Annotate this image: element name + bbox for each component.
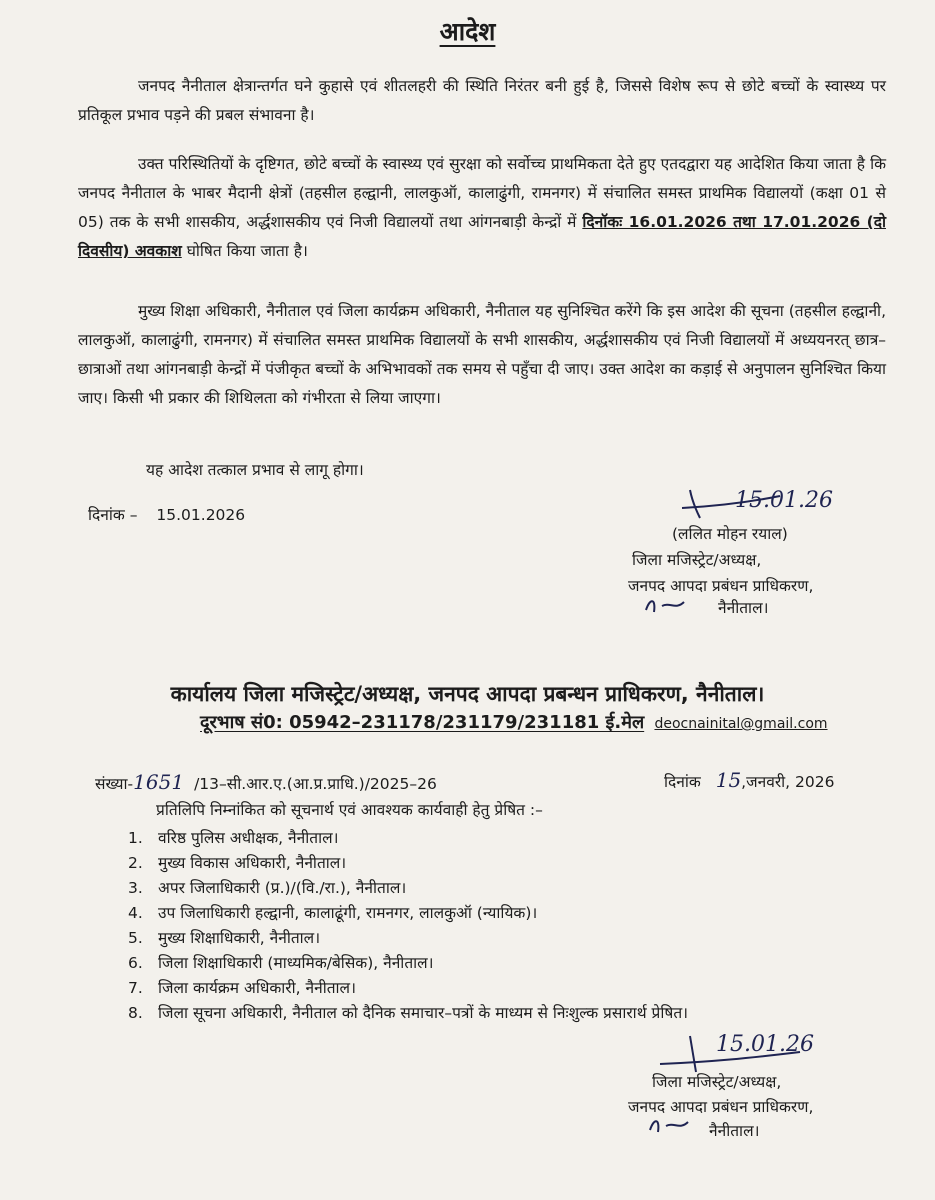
order-date-value: 15.01.2026 bbox=[156, 506, 246, 524]
list-item bbox=[128, 876, 406, 898]
copy-date-day: 15 bbox=[715, 768, 742, 792]
holiday-dates-highlight: दिनॉकः 16.01.2026 तथा 17.01.2026 (दो दिवसीय) अवकाश bbox=[78, 213, 886, 260]
list-item bbox=[128, 1001, 688, 1023]
initials-mark-1 bbox=[640, 592, 700, 618]
office-phone: दूरभाष सं0: 05942–231178/231179/231181 ई.मेल bbox=[200, 712, 645, 733]
list-item bbox=[128, 901, 537, 923]
paragraph-1-text: जनपद नैनीताल क्षेत्रान्तर्गत घने कुहासे एवं शीतलहरी की स्थिति निरंतर बनी हुई है, जिससे विशेष रूप से छोटे बच्चों के स्वास्थ्य पर प्रतिकूल प्रभाव पड़ने की प्रबल संभावना है। bbox=[78, 77, 886, 124]
signature-1-block bbox=[672, 520, 788, 549]
signature-1-date: 15.01.26 bbox=[735, 488, 833, 513]
copy-date-rest: ,जनवरी, 2026 bbox=[741, 773, 835, 791]
initials-mark-2 bbox=[644, 1112, 704, 1138]
order-paragraph-1 bbox=[78, 72, 886, 130]
list-item-text: वरिष्ठ पुलिस अधीक्षक, नैनीताल। bbox=[158, 829, 339, 847]
signatory-designation-1: जिला मजिस्ट्रेट/अध्यक्ष, bbox=[632, 551, 762, 569]
office-contact bbox=[200, 710, 840, 734]
list-item bbox=[128, 826, 338, 848]
signatory-designation-2: जनपद आपदा प्रबंधन प्राधिकरण, bbox=[628, 577, 814, 595]
signatory-place: नैनीताल। bbox=[718, 599, 769, 617]
list-item-number: 5. bbox=[128, 929, 143, 947]
copy-date-label: दिनांक bbox=[664, 773, 701, 791]
order-paragraph-2 bbox=[78, 150, 886, 266]
paragraph-2-end: घोषित किया जाता है। bbox=[186, 242, 308, 260]
signatory-name: (ललित मोहन रयाल) bbox=[672, 525, 788, 543]
signature-2-date: 15.01.26 bbox=[716, 1032, 814, 1057]
signature-1-place bbox=[718, 594, 768, 623]
order-date-label: दिनांक – bbox=[88, 506, 138, 524]
signatory-2-place: नैनीताल। bbox=[709, 1122, 760, 1140]
list-item-text: जिला कार्यक्रम अधिकारी, नैनीताल। bbox=[158, 979, 356, 997]
list-item-text: मुख्य विकास अधिकारी, नैनीताल। bbox=[158, 854, 347, 872]
signature-1-designation bbox=[632, 546, 761, 575]
reference-suffix: /13–सी.आर.ए.(आ.प्र.प्राधि.)/2025–26 bbox=[194, 775, 437, 793]
signatory-2-designation-2: जनपद आपदा प्रबंधन प्राधिकरण, bbox=[628, 1098, 814, 1116]
list-item-number: 4. bbox=[128, 904, 143, 922]
reference-label: संख्या- bbox=[95, 775, 134, 793]
order-title: आदेश bbox=[439, 17, 496, 46]
copy-intro: प्रतिलिपि निम्नांकित को सूचनार्थ एवं आवश्यक कार्यवाही हेतु प्रेषित :– bbox=[156, 801, 543, 819]
list-item bbox=[128, 851, 346, 873]
list-item-text: मुख्य शिक्षाधिकारी, नैनीताल। bbox=[158, 929, 321, 947]
office-email: deocnainital@gmail.com bbox=[654, 716, 828, 732]
list-item bbox=[128, 976, 356, 998]
reference-number-handwritten: 1651 bbox=[133, 770, 185, 794]
list-item-number: 1. bbox=[128, 829, 143, 847]
office-title: कार्यालय जिला मजिस्ट्रेट/अध्यक्ष, जनपद आपदा प्रबन्धन प्राधिकरण, नैनीताल। bbox=[170, 682, 765, 706]
order-paragraph-4: यह आदेश तत्काल प्रभाव से लागू होगा। bbox=[146, 461, 364, 479]
list-item-text: जिला सूचना अधिकारी, नैनीताल को दैनिक समाचार–पत्रों के माध्यम से निःशुल्क प्रसारार्थ प्रेषित। bbox=[158, 1004, 689, 1022]
reference-number bbox=[95, 770, 437, 794]
list-item-number: 6. bbox=[128, 954, 143, 972]
list-item bbox=[128, 926, 320, 948]
list-item-text: उप जिलाधिकारी हल्द्वानी, कालाढूंगी, रामनगर, लालकुऑ (न्यायिक)। bbox=[158, 904, 538, 922]
list-item-text: जिला शिक्षाधिकारी (माध्यमिक/बेसिक), नैनीताल। bbox=[158, 954, 434, 972]
list-item-number: 8. bbox=[128, 1004, 143, 1022]
copy-date bbox=[664, 768, 834, 792]
list-item-text: अपर जिलाधिकारी (प्र.)/(वि./रा.), नैनीताल। bbox=[158, 879, 407, 897]
signatory-2-designation-1: जिला मजिस्ट्रेट/अध्यक्ष, bbox=[652, 1073, 782, 1091]
list-item-number: 3. bbox=[128, 879, 143, 897]
paragraph-2-text: उक्त परिस्थितियों के दृष्टिगत, छोटे बच्चों के स्वास्थ्य एवं सुरक्षा को सर्वोच्च प्राथमिकता देते हुए एतदद्वारा यह आदेशित किया जाता है कि जनपद नैनीताल के भाबर मैदानी क्षेत्रों (तहसील हल्द्वानी, लालकुऑ, कालाढुंगी, रामनगर) में संचालित समस्त प्राथमिक विद्यालयों (कक्षा 01 से 05) तक के सभी शासकीय, अर्द्धशासकीय एवं निजी विद्यालयों तथा आंगनबाड़ी केन्द्रों में bbox=[78, 155, 886, 231]
order-paragraph-3 bbox=[78, 297, 886, 413]
signature-2-place bbox=[709, 1117, 759, 1146]
list-item-number: 2. bbox=[128, 854, 143, 872]
list-item bbox=[128, 951, 434, 973]
order-date bbox=[88, 503, 245, 525]
paragraph-3-text: मुख्य शिक्षा अधिकारी, नैनीताल एवं जिला कार्यक्रम अधिकारी, नैनीताल यह सुनिश्चित करेंगे कि इस आदेश की सूचना (तहसील हल्द्वानी, लालकुऑ, कालाढुंगी, रामनगर) में संचालित समस्त प्राथमिक विद्यालयों के सभी शासकीय, अर्द्धशासकीय एवं निजी विद्यालयों में अध्ययनरत् छात्र–छात्राओं तथा आंगनबाड़ी केन्द्रों में पंजीकृत बच्चों के अभिभावकों तक समय से पहुँचा दी जाए। उक्त आदेश का कड़ाई से अनुपालन सुनिश्चित किया जाए। किसी भी प्रकार की शिथिलता को गंभीरता से लिया जाएगा। bbox=[78, 302, 886, 407]
list-item-number: 7. bbox=[128, 979, 143, 997]
